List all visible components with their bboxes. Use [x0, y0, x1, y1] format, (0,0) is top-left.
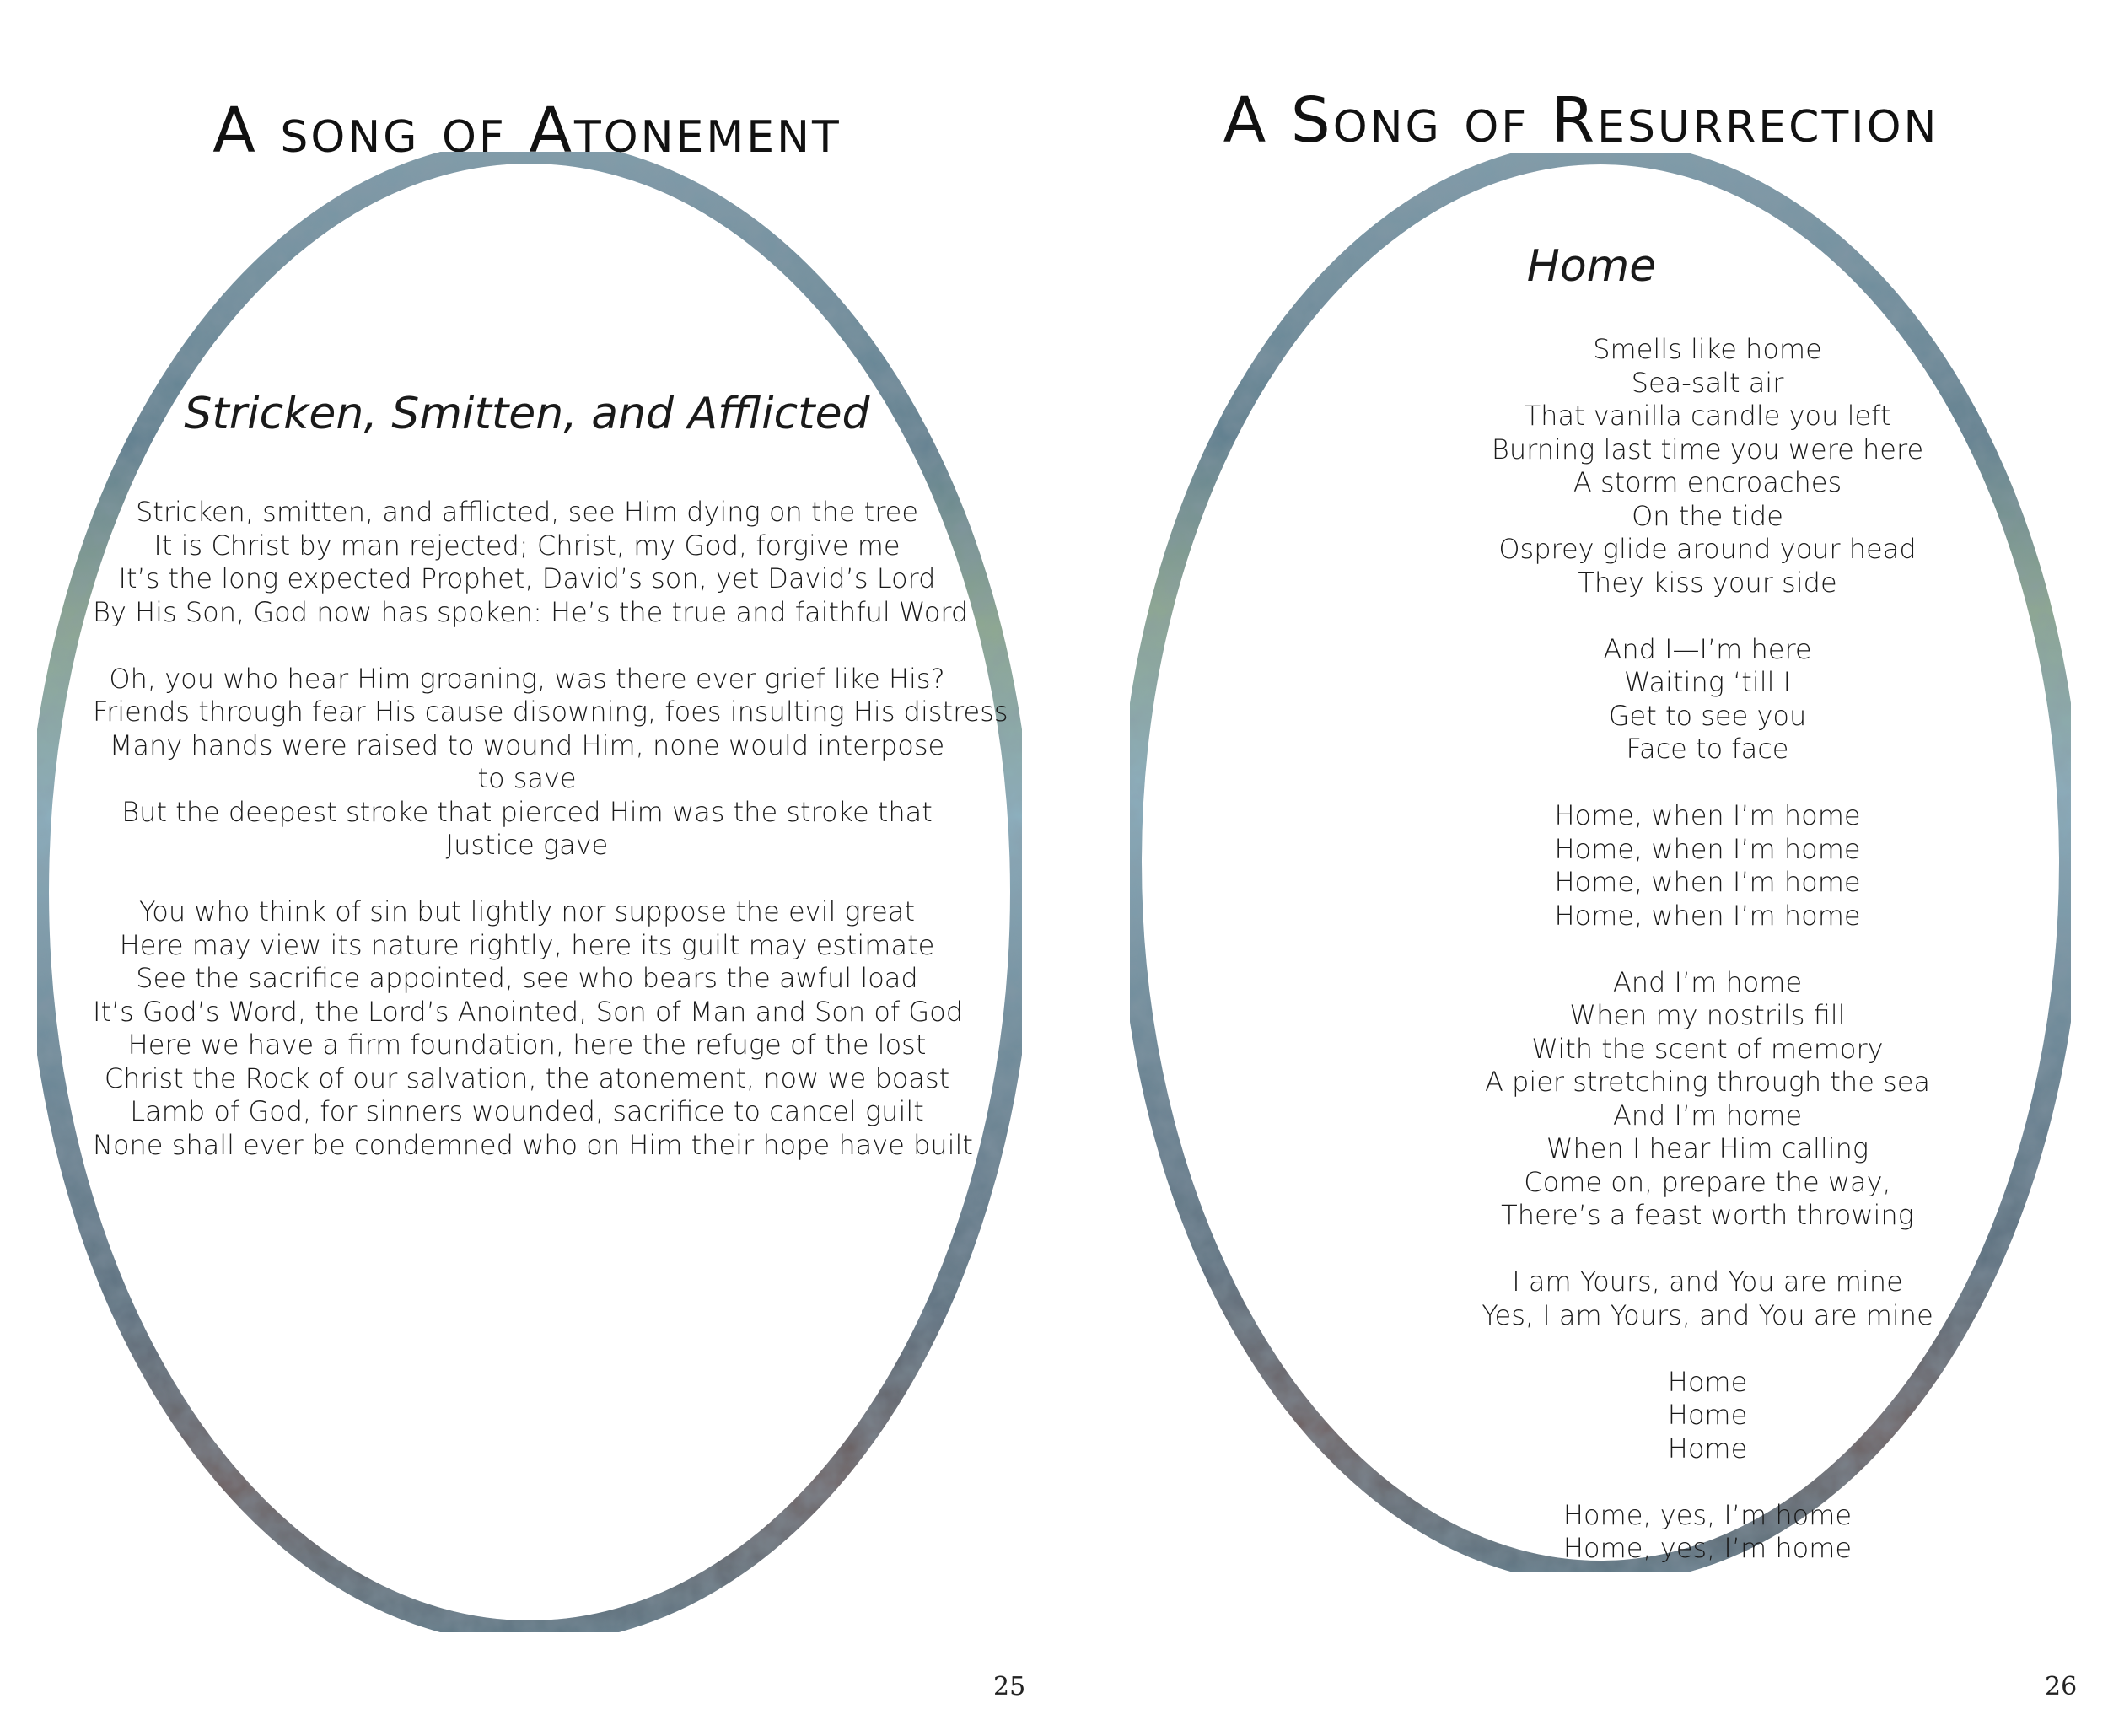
lyric-line: Home — [1667, 1432, 1748, 1465]
stanza — [1328, 333, 2087, 599]
lyric-line: By His Son, God now has spoken: He’s the true and faithful Word — [93, 595, 969, 628]
page-number: 25 — [993, 1672, 1026, 1701]
stanza — [1328, 1366, 2087, 1466]
lyric-line: And I’m home — [1612, 1099, 1803, 1131]
lyric-line: It’s the long expected Prophet, David’s son, yet David’s Lord — [118, 562, 936, 594]
stanza — [1328, 1499, 2087, 1566]
lyric-line: Here we have a firm foundation, here the refuge of the lost — [127, 1029, 927, 1061]
lyric-line: I am Yours, and You are mine — [1512, 1266, 1903, 1298]
song-title: Stricken, Smitten, and Afflicted — [184, 389, 870, 440]
lyric-line: Get to see you — [1608, 699, 1807, 732]
lyric-line: And I’m home — [1612, 965, 1803, 998]
lyric-line: On the tide — [1632, 499, 1783, 532]
lyric-line: Come on, prepare the way, — [1524, 1165, 1891, 1198]
lyric-line: Many hands were raised to wound Him, none would interpose to save — [109, 728, 945, 794]
stanza — [1328, 966, 2087, 1233]
lyric-line: Face to face — [1626, 733, 1789, 765]
lyric-line: You who think of sin but lightly nor suppose the evil great — [138, 895, 916, 927]
lyric-line: Christ the Rock of our salvation, the atonement, now we boast — [104, 1061, 950, 1094]
lyric-line: Smells like home — [1593, 333, 1822, 365]
lyric-line: It’s God’s Word, the Lord’s Anointed, Son of Man and Son of God — [93, 995, 964, 1028]
stanza — [1328, 799, 2087, 932]
lyric-line: With the scent of memory — [1531, 1032, 1884, 1065]
lyric-line: A pier stretching through the sea — [1484, 1066, 1931, 1098]
lyric-line: And I—I’m here — [1603, 632, 1812, 665]
lyric-line: But the deepest stroke that pierced Him was the stroke that Justice gave — [121, 795, 933, 861]
lyric-line: Home, when I’m home — [1554, 866, 1861, 898]
lyric-line: Friends through fear His cause disowning, foes insulting His distress — [93, 696, 1008, 728]
stanza — [93, 895, 973, 1162]
lyric-line: Yes, I am Yours, and You are mine — [1482, 1298, 1933, 1331]
lyric-line: Stricken, smitten, and afflicted, see Him dying on the tree — [135, 496, 919, 528]
stanza — [1328, 1266, 2087, 1332]
lyric-line: Sea-salt air — [1631, 366, 1784, 399]
lyric-line: That vanilla candle you left — [1524, 400, 1891, 432]
section-title: A Song of Resurrection — [1223, 83, 1939, 157]
lyric-line: Home — [1667, 1365, 1748, 1398]
lyric-line: Home, when I’m home — [1554, 832, 1861, 865]
lyric-line: Home — [1667, 1399, 1748, 1431]
stanza — [1328, 633, 2087, 766]
lyric-line: Home, when I’m home — [1554, 899, 1861, 932]
lyric-line: Osprey glide around your head — [1498, 533, 1917, 565]
song-title: Home — [1526, 241, 1657, 293]
lyrics — [93, 496, 1008, 1196]
lyrics — [1328, 333, 2087, 1599]
stanza — [93, 662, 1008, 863]
lyric-line: Here may view its nature rightly, here its guilt may estimate — [119, 928, 935, 961]
lyric-line: A storm encroaches — [1573, 466, 1842, 498]
lyric-line: Burning last time you were here — [1491, 433, 1924, 465]
lyric-line: See the sacrifice appointed, see who bears the awful load — [136, 962, 918, 994]
section-title: A song of Atonement — [212, 94, 842, 167]
lyric-line: Home, yes, I’m home — [1562, 1498, 1853, 1531]
stanza — [93, 496, 969, 629]
lyric-line: Lamb of God, for sinners wounded, sacrifice to cancel guilt — [130, 1095, 924, 1127]
right-page — [1054, 0, 2108, 1736]
lyric-line: When my nostrils fill — [1569, 999, 1846, 1031]
lyric-line: They kiss your side — [1578, 566, 1837, 599]
lyric-line: Waiting ‘till I — [1623, 666, 1792, 698]
lyric-line: None shall ever be condemned who on Him their hope have built — [93, 1128, 973, 1161]
lyric-line: Home, yes, I’m home — [1562, 1532, 1853, 1564]
lyric-line: It is Christ by man rejected; Christ, my God, forgive me — [153, 529, 901, 562]
lyric-line: When I hear Him calling — [1546, 1132, 1869, 1164]
lyric-line: Oh, you who hear Him groaning, was there ever grief like His? — [109, 662, 945, 695]
lyric-line: There’s a feast worth throwing — [1501, 1199, 1914, 1231]
page-number: 26 — [2045, 1672, 2078, 1701]
lyric-line: Home, when I’m home — [1554, 799, 1861, 831]
